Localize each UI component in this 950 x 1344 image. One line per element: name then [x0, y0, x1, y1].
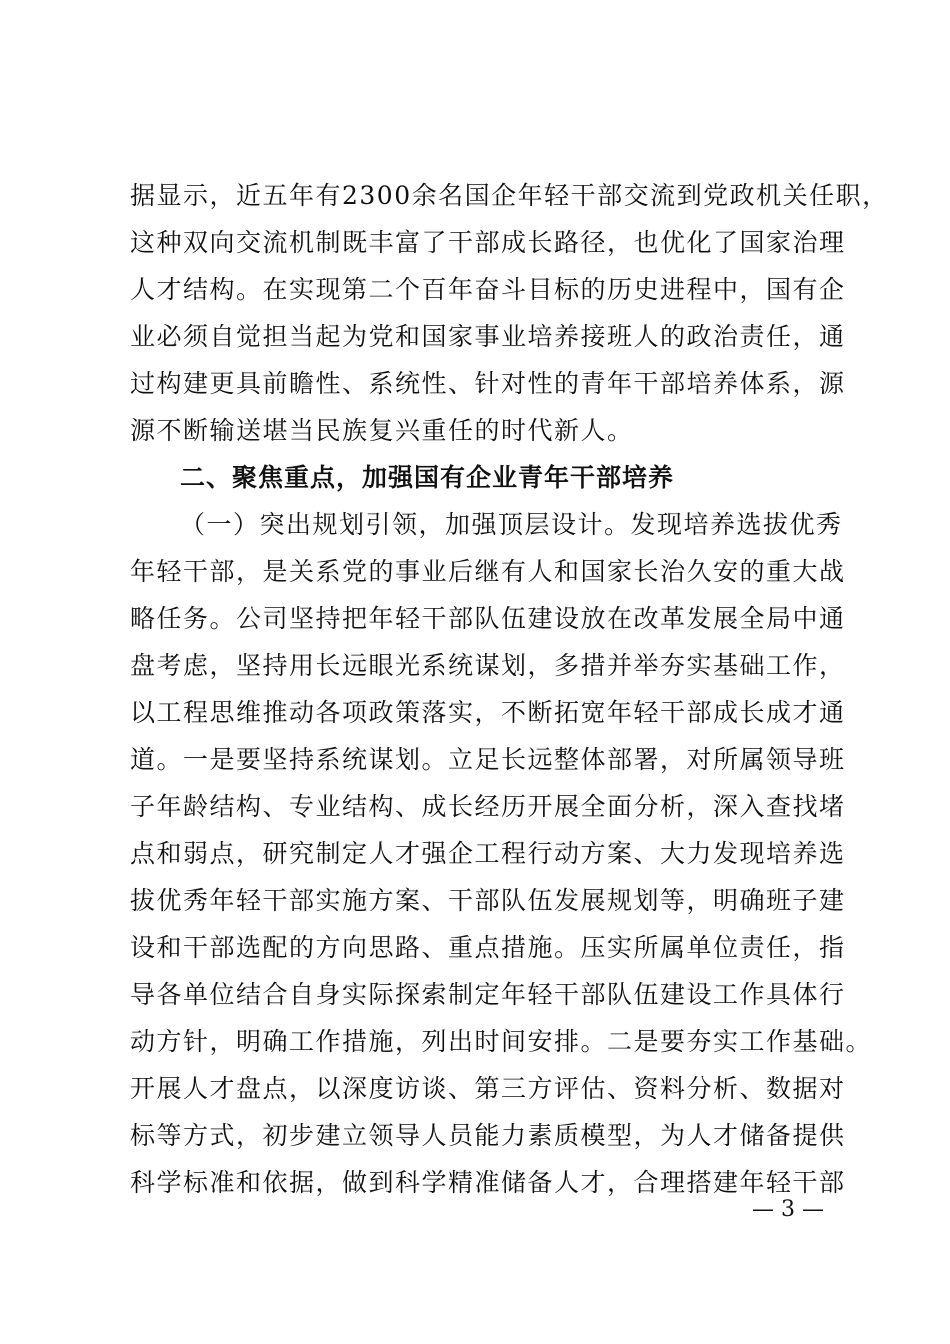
- body-text-line: 开展人才盘点，以深度访谈、第三方评估、资料分析、数据对: [130, 1074, 846, 1103]
- page-number: — 3 —: [752, 1197, 824, 1222]
- body-text-line: 过构建更具前瞻性、系统性、针对性的青年干部培养体系，源: [130, 369, 846, 398]
- subsection-paragraph-start: （一）突出规划引领，加强顶层设计。发现培养选拔优秀: [180, 510, 843, 539]
- body-text-line: 导各单位结合自身实际探索制定年轻干部队伍建设工作具体行: [130, 980, 846, 1009]
- body-text-line: 源不断输送堪当民族复兴重任的时代新人。: [130, 416, 634, 445]
- body-text-line: 设和干部选配的方向思路、重点措施。压实所属单位责任，指: [130, 933, 846, 962]
- body-text-line: 子年龄结构、专业结构、成长经历开展全面分析，深入查找堵: [130, 792, 846, 821]
- body-text-line: 略任务。公司坚持把年轻干部队伍建设放在改革发展全局中通: [130, 604, 846, 633]
- body-text-line: 据显示，近五年有2300余名国企年轻干部交流到党政机关任职，: [130, 181, 889, 210]
- body-text-line: 点和弱点，研究制定人才强企工程行动方案、大力发现培养选: [130, 839, 846, 868]
- body-text-line: 以工程思维推动各项政策落实，不断拓宽年轻干部成长成才通: [130, 698, 846, 727]
- body-text-line: 年轻干部，是关系党的事业后继有人和国家长治久安的重大战: [130, 557, 846, 586]
- body-text-line: 动方针，明确工作措施，列出时间安排。二是要夯实工作基础。: [130, 1027, 873, 1056]
- body-text-line: 人才结构。在实现第二个百年奋斗目标的历史进程中，国有企: [130, 275, 846, 304]
- body-text-line: 科学标准和依据，做到科学精准储备人才，合理搭建年轻干部: [130, 1168, 846, 1197]
- body-text-line: 这种双向交流机制既丰富了干部成长路径，也优化了国家治理: [130, 228, 846, 257]
- body-text-line: 盘考虑，坚持用长远眼光系统谋划，多措并举夯实基础工作，: [130, 651, 846, 680]
- body-text-line: 拔优秀年轻干部实施方案、干部队伍发展规划等，明确班子建: [130, 886, 846, 915]
- body-text-line: 业必须自觉担当起为党和国家事业培养接班人的政治责任，通: [130, 322, 846, 351]
- body-text-line: 标等方式，初步建立领导人员能力素质模型，为人才储备提供: [130, 1121, 846, 1150]
- body-text-line: 道。一是要坚持系统谋划。立足长远整体部署，对所属领导班: [130, 745, 846, 774]
- section-heading: 二、聚焦重点，加强国有企业青年干部培养: [180, 463, 675, 492]
